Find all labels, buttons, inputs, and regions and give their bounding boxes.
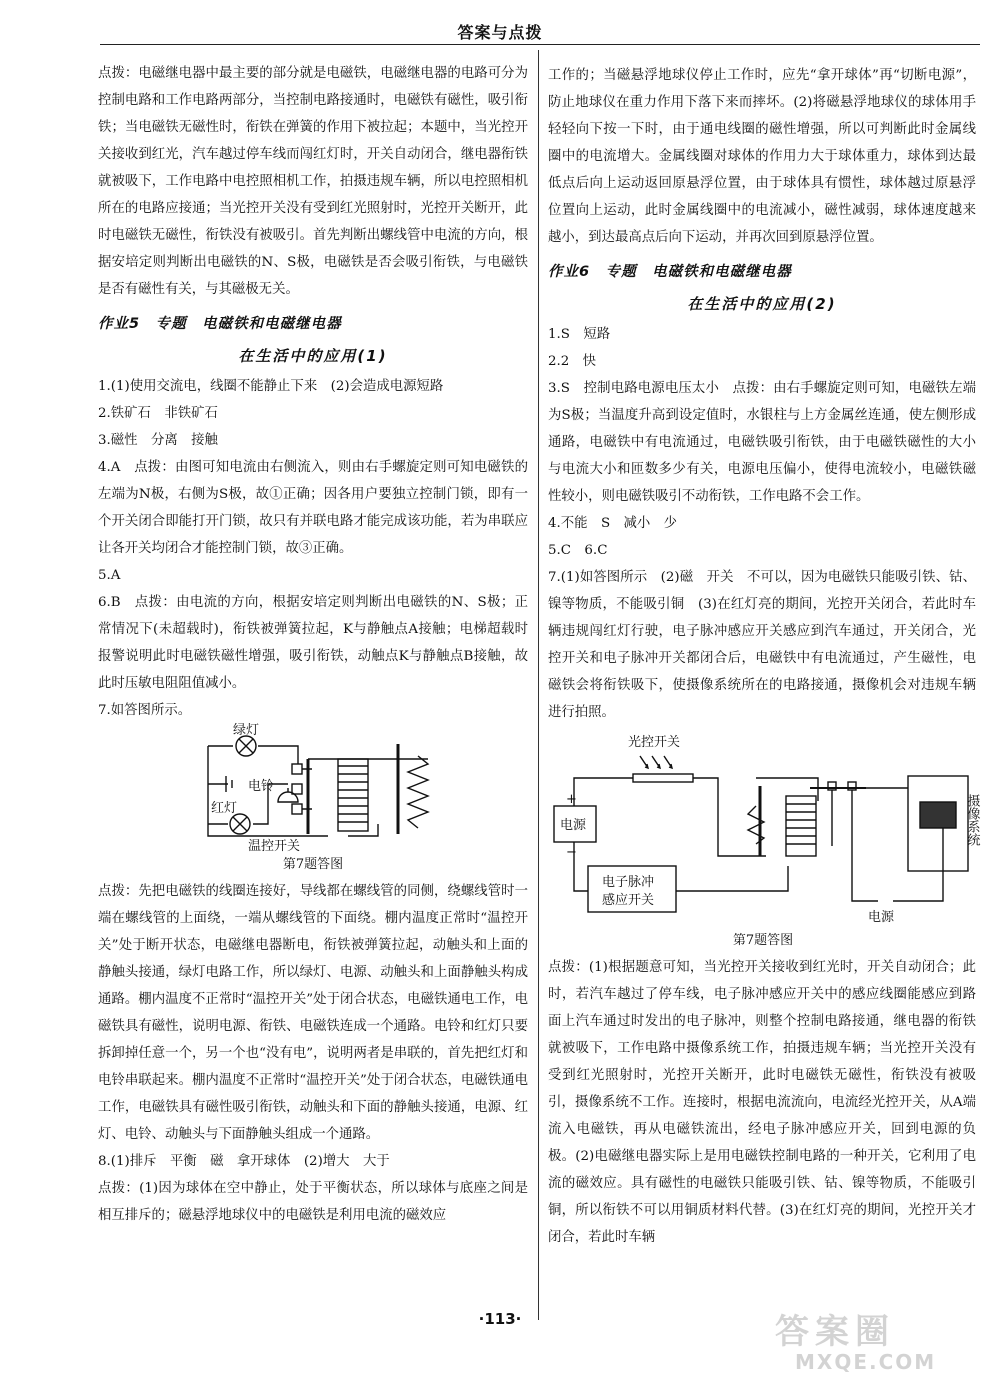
answer-item: 5.C 6.C: [548, 543, 608, 558]
watermark-site: MXQE.COM: [795, 1350, 937, 1374]
figure-caption: 第7题答图: [732, 933, 794, 948]
label-camera-system: 摄像系统: [964, 794, 980, 846]
answer-item: 4.A 点拨：由图可知电流由右侧流入，则由右手螺旋定则可知电磁铁的左端为N极，右侧为S极，故①正确；因各用户要独立控制门锁，即有一个开关闭合即能打开门锁，故只有并联电路才能完成该功能，若为串联应让各开关均闭合才能控制门锁，故③正确。: [98, 460, 528, 556]
circuit-diagram-2: [548, 726, 980, 928]
figure-caption: 第7题答图: [282, 857, 344, 872]
figure-traffic-camera-circuit: [548, 726, 978, 954]
label-bell: 电铃: [248, 779, 275, 794]
watermark-logo-text: 答案圈: [775, 1312, 895, 1352]
answer-item: 6.B 点拨：由电流的方向，根据安培定则判断出电磁铁的N、S极；正常情况下(未超载时)，衔铁被弹簧拉起，K与静触点A接触；电梯超载时报警说明此时电磁铁磁性增强，吸引衔铁，动触点K与静触点B接触，故此时压敏电阻阻值减小。: [98, 595, 528, 691]
header-rule: [100, 44, 980, 45]
header-title: 答案与点拨: [457, 23, 543, 42]
label-minus: −: [566, 845, 577, 860]
left-intro-note: 点拨：电磁继电器中最主要的部分就是电磁铁，电磁继电器的电路可分为控制电路和工作电路两部分，当控制电路接通时，电磁铁有磁性，吸引衔铁；当电磁铁无磁性时，衔铁在弹簧的作用下被拉起；本题中，当光控开关接收到红光，汽车越过停车线而闯红灯时，开关自动闭合，继电器衔铁就被吸下，工作电路中电控照相机工作，拍摄违规车辆，所以电控照相机所在的电路应接通；当光控开关没有受到红光照射时，光控开关断开，此时电磁铁无磁性，衔铁没有被吸引。首先判断出螺线管中电流的方向，根据安培定则判断出电磁铁的N、S极，电磁铁是否会吸引衔铁，与电磁铁是否有磁性有关，与其磁极无关。: [98, 66, 528, 297]
hw5-subtitle: 在生活中的应用(1): [238, 347, 388, 365]
label-light-switch: 光控开关: [628, 735, 681, 750]
watermark-logo: [775, 1312, 990, 1374]
label-pulse-1: 电子脉冲: [602, 875, 655, 890]
label-temp-switch: 温控开关: [248, 839, 301, 854]
answer-item: 2.铁矿石 非铁矿石: [98, 406, 218, 421]
figure-greenhouse-circuit: [98, 724, 528, 878]
right-intro-note: 工作的；当磁悬浮地球仪停止工作时，应先“拿开球体”再“切断电源”，防止地球仪在重力作用下落下来而摔坏。(2)将磁悬浮地球仪的球体用手轻轻向下按一下时，由于通电线圈的磁性增强，所以可判断此时金属线圈中的电流增大。金属线圈对球体的作用力大于球体重力，球体到达最低点后向上运动返回原悬浮位置，由于球体具有惯性，球体越过原悬浮位置向上运动，此时金属线圈中的电流减小，磁性减弱，球体速度越来越小，到达最高点后向下运动，并再次回到原悬浮位置。: [548, 68, 976, 245]
hw6-subtitle: 在生活中的应用(2): [687, 295, 837, 313]
answer-item: 7.(1)如答图所示 (2)磁 开关 不可以，因为电磁铁只能吸引铁、钴、镍等物质，不能吸引铜 (3)在红灯亮的期间，光控开关闭合，若此时车辆违规闯红灯行驶，电子脉冲感应开关感应到汽车通过，开关闭合，光控开关和电子脉冲开关都闭合后，电磁铁中有电流通过，产生磁性，电磁铁会将衔铁吸下，使摄像系统所在的电路接通，摄像机会对违规车辆进行拍照。: [548, 570, 976, 720]
left-column: [98, 60, 528, 1229]
page-header: [0, 0, 1000, 46]
circuit-diagram-1: [98, 724, 528, 852]
label-red-lamp: 红灯: [211, 801, 238, 816]
column-divider: [538, 50, 539, 1320]
label-pulse-2: 感应开关: [602, 893, 655, 908]
hw5-title: 作业5 专题 电磁铁和电磁继电器: [98, 316, 342, 332]
answer-item: 3.S 控制电路电源电压太小 点拨：由右手螺旋定则可知，电磁铁左端为S极；当温度升高到设定值时，水银柱与上方金属丝连通，使左侧形成通路，电磁铁中有电流通过，电磁铁吸引衔铁，由于电磁铁磁性的大小与电流大小和匝数多少有关，电源电压偏小，使得电流较小，电磁铁磁性较小，则电磁铁吸引不动衔铁，工作电路不会工作。: [548, 381, 976, 504]
answer-item: 1.S 短路: [548, 327, 611, 342]
answer-item: 3.磁性 分离 接触: [98, 433, 218, 448]
answer-item: 7.如答图所示。: [98, 703, 192, 718]
label-plus: +: [566, 792, 577, 807]
answer-item: 4.不能 S 减小 少: [548, 516, 678, 531]
answer-note: 点拨：(1)根据题意可知，当光控开关接收到红光时，开关自动闭合；此时，若汽车越过了停车线，电子脉冲感应开关中的感应线圈能感应到路面上汽车通过时发出的电子脉冲，则整个控制电路接通，继电器的衔铁就被吸下，工作电路中摄像系统工作，拍摄违规车辆；当光控开关没有受到红光照射时，光控开关断开，此时电磁铁无磁性，衔铁没有被吸引，摄像系统不工作。连接时，根据电流流向，电流经光控开关，从A端流入电磁铁，再从电磁铁流出，经电子脉冲感应开关，回到电源的负极。(2)电磁继电器实际上是用电磁铁控制电路的一种开关，它利用了电流的磁效应。具有磁性的电磁铁只能吸引铁、钴、镍等物质，不能吸引铜，所以衔铁不可以用铜质材料代替。(3)在红灯亮的期间，光控开关才闭合，若此时车辆: [548, 960, 976, 1245]
answer-item: 5.A: [98, 568, 121, 583]
answer-item: 1.(1)使用交流电，线圈不能静止下来 (2)会造成电源短路: [98, 379, 444, 394]
hw6-title: 作业6 专题 电磁铁和电磁继电器: [548, 264, 792, 280]
answer-note: 点拨：(1)因为球体在空中静止，处于平衡状态，所以球体与底座之间是相互排斥的；磁悬浮地球仪中的电磁铁是利用电流的磁效应: [98, 1181, 528, 1223]
right-column: [548, 62, 980, 1251]
answer-note: 点拨：先把电磁铁的线圈连接好，导线都在螺线管的同侧，绕螺线管时一端在螺线管的上面绕，一端从螺线管的下面绕。棚内温度正常时“温控开关”处于断开状态，电磁继电器断电，衔铁被弹簧拉起，动触头和上面的静触头接通，绿灯电路工作，所以绿灯、电源、动触头和上面静触头构成通路。棚内温度不正常时“温控开关”处于闭合状态，电磁铁通电工作，电磁铁具有磁性，说明电源、衔铁、电磁铁连成一个通路。电铃和红灯只要拆卸掉任意一个，另一个也“没有电”，说明两者是串联的，首先把红灯和电铃串联起来。棚内温度不正常时“温控开关”处于闭合状态，电磁铁通电工作，电磁铁具有磁性吸引衔铁，动触头和下面的静触头接通，电源、红灯、电铃、动触头与下面静触头组成一个通路。: [98, 884, 528, 1142]
page-number: ·113·: [478, 1310, 522, 1328]
label-green-lamp: 绿灯: [233, 723, 260, 738]
answer-item: 2.2 快: [548, 354, 597, 369]
label-power-2: 电源: [868, 910, 895, 925]
answer-item: 8.(1)排斥 平衡 磁 拿开球体 (2)增大 大于: [98, 1154, 390, 1169]
label-power: 电源: [560, 818, 587, 833]
